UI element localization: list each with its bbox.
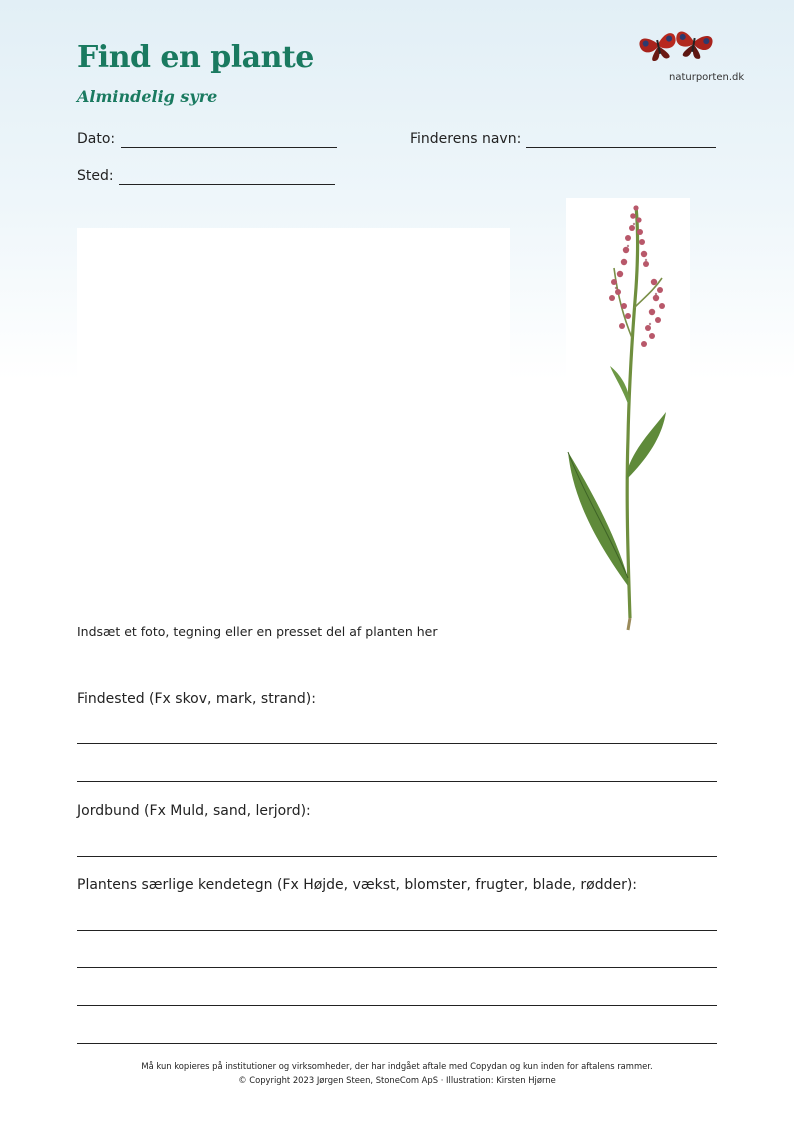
photo-insert-area[interactable] — [77, 228, 510, 600]
question-jordbund: Jordbund (Fx Muld, sand, lerjord): — [77, 803, 311, 819]
finder-name-field[interactable] — [526, 147, 716, 148]
photo-caption: Indsæt et foto, tegning eller en presset del af planten her — [77, 624, 438, 639]
finder-label: Finderens navn: — [410, 131, 522, 147]
answer-line[interactable] — [77, 1005, 717, 1006]
question-findested: Findested (Fx skov, mark, strand): — [77, 691, 316, 707]
answer-line[interactable] — [77, 856, 717, 857]
footer-copyright: © Copyright 2023 Jørgen Steen, StoneCom ApS · Illustration: Kirsten Hjørne — [238, 1075, 556, 1085]
butterflies-logo — [634, 24, 720, 64]
page-title: Find en plante — [77, 40, 314, 75]
answer-line[interactable] — [77, 967, 717, 968]
plant-illustration — [566, 198, 690, 646]
answer-line[interactable] — [77, 781, 717, 782]
date-label: Dato: — [77, 131, 116, 147]
brand-url: naturporten.dk — [669, 72, 745, 83]
butterfly-icon — [638, 32, 679, 63]
place-field[interactable] — [119, 184, 335, 185]
page-subtitle: Almindelig syre — [77, 87, 218, 106]
place-label: Sted: — [77, 168, 114, 184]
answer-line[interactable] — [77, 930, 717, 931]
footer-license: Må kun kopieres på institutioner og virksomheder, der har indgået aftale med Copydan og kun inden for aftalens rammer. — [141, 1061, 653, 1071]
question-kendetegn: Plantens særlige kendetegn (Fx Højde, vækst, blomster, frugter, blade, rødder): — [77, 877, 638, 893]
answer-line[interactable] — [77, 743, 717, 744]
date-field[interactable] — [121, 147, 337, 148]
butterfly-icon — [673, 31, 713, 61]
answer-line[interactable] — [77, 1043, 717, 1044]
